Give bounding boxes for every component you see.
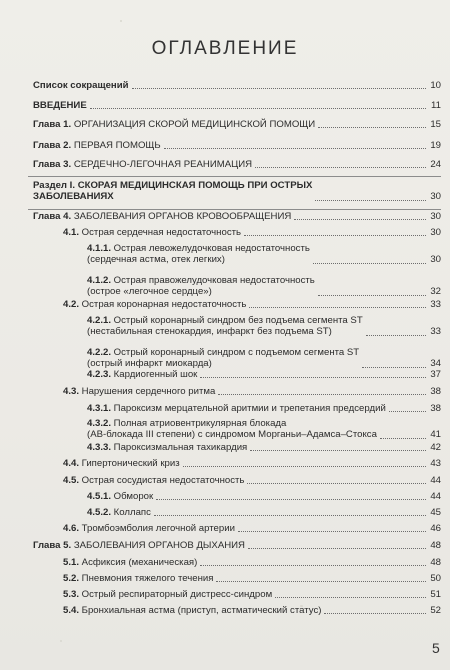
toc-entry-page: 44	[430, 491, 441, 502]
toc-entry-text	[87, 442, 247, 453]
toc-entry-line	[87, 507, 151, 518]
toc-entry-title: Острая коронарная недостаточность	[81, 299, 247, 310]
toc-entry-number: 5.2.	[63, 573, 82, 584]
dot-leader	[183, 466, 426, 467]
toc-entry-line	[33, 211, 291, 222]
toc-entry-title: Пароксизм мерцательной аритмии и трепетания предсердий	[113, 403, 386, 414]
dot-leader	[132, 88, 427, 89]
toc-entry-text	[33, 540, 245, 551]
toc-entry-page: 33	[430, 326, 441, 338]
section-divider-bottom	[28, 209, 441, 210]
toc-entry-text	[87, 275, 315, 298]
toc-entry-line	[87, 418, 377, 429]
toc-entry-line	[33, 100, 87, 111]
toc-entry	[33, 211, 441, 222]
toc-entry-page: 38	[430, 403, 441, 414]
toc-entry-number: Раздел I.	[33, 180, 78, 191]
toc-entry-page: 15	[430, 119, 441, 130]
toc-entry-title: ЗАБОЛЕВАНИЯ ОРГАНОВ КРОВООБРАЩЕНИЯ	[73, 211, 292, 222]
toc-entry-line	[87, 326, 363, 337]
toc-entry	[33, 540, 441, 551]
toc-entry-number: 4.1.2.	[87, 275, 114, 286]
toc-entry-line	[87, 275, 315, 286]
toc-entry-title: (острый инфаркт миокарда)	[87, 358, 212, 370]
toc-entry-line	[87, 286, 315, 297]
toc-entry-line	[63, 227, 241, 238]
toc-entry-title: Обморок	[113, 491, 154, 502]
toc-entry-page: 37	[430, 369, 441, 380]
dot-leader	[389, 411, 426, 412]
toc-entry-title: Острая сердечная недостаточность	[81, 227, 242, 238]
toc-entry-number: 4.2.2.	[87, 347, 114, 358]
dot-leader	[318, 295, 426, 296]
toc-entry-number: 4.6.	[63, 523, 82, 534]
toc-entry-page: 32	[430, 286, 441, 298]
dot-leader	[315, 200, 426, 201]
toc-entry-line	[33, 119, 315, 130]
toc-entry-number: 5.4.	[63, 605, 82, 616]
toc-entry-text	[87, 507, 151, 518]
toc-entry-page: 48	[430, 557, 441, 568]
dot-leader	[250, 450, 426, 451]
toc-entry-title: (острое «легочное сердце»)	[87, 286, 212, 298]
dot-leader	[216, 581, 426, 582]
toc-entry-text	[63, 475, 244, 486]
toc-entry-title: СКОРАЯ МЕДИЦИНСКАЯ ПОМОЩЬ ПРИ ОСТРЫХ	[77, 180, 313, 191]
dot-leader	[294, 219, 426, 220]
toc-entry-text	[33, 180, 312, 203]
toc-entry-line	[33, 159, 252, 170]
toc-entry	[33, 140, 441, 151]
toc-entry-number: 4.3.	[63, 386, 82, 397]
toc-entry-page: 44	[430, 475, 441, 486]
toc-entry-title: СЕРДЕЧНО-ЛЕГОЧНАЯ РЕАНИМАЦИЯ	[73, 159, 253, 170]
toc-entry-page: 52	[430, 605, 441, 616]
toc-entry	[87, 275, 441, 298]
toc-entry-page: 10	[430, 80, 441, 91]
dot-leader	[247, 483, 426, 484]
toc-entry-page: 19	[430, 140, 441, 151]
toc-entry-page: 33	[430, 299, 441, 310]
toc-entry-line	[33, 191, 312, 202]
dot-leader	[154, 515, 426, 516]
dot-leader	[218, 394, 426, 395]
toc-entry-title: ОРГАНИЗАЦИЯ СКОРОЙ МЕДИЦИНСКОЙ ПОМОЩИ	[73, 119, 316, 130]
toc-entry-title: (сердечная астма, отек легких)	[87, 254, 225, 266]
dot-leader	[324, 613, 426, 614]
dot-leader	[318, 127, 426, 128]
toc-entry-page: 41	[430, 429, 441, 441]
toc-entry	[87, 369, 441, 380]
toc-entry	[63, 386, 441, 397]
toc-entry-number: 4.2.	[63, 299, 82, 310]
toc-entry-text	[87, 403, 386, 414]
toc-entry	[87, 442, 441, 453]
toc-entry-number: 4.3.3.	[87, 442, 114, 453]
dot-leader	[313, 263, 426, 264]
toc-entry-number: 4.5.2.	[87, 507, 114, 518]
dot-leader	[200, 565, 426, 566]
dot-leader	[248, 548, 426, 549]
toc-entry-line	[63, 605, 321, 616]
toc-entry-page: 30	[430, 191, 441, 203]
dot-leader	[90, 108, 426, 109]
toc-entry-text	[87, 491, 153, 502]
toc-entry-line	[87, 442, 247, 453]
toc-entry-title: Бронхиальная астма (приступ, астматический статус)	[81, 605, 322, 616]
toc-entry	[33, 80, 441, 91]
toc-entry-line	[87, 369, 197, 380]
toc-entry-line	[63, 299, 246, 310]
toc-entry-line	[63, 573, 213, 584]
toc-entry-text	[33, 159, 252, 170]
toc-entry	[63, 573, 441, 584]
toc-entry-line	[33, 540, 245, 551]
toc-entry-line	[87, 491, 153, 502]
toc-entry	[63, 523, 441, 534]
toc-entry-text	[33, 211, 291, 222]
toc-entry-number: 5.3.	[63, 589, 82, 600]
toc-entry-title: Список сокращений	[33, 80, 129, 91]
dot-leader	[249, 307, 426, 308]
toc-entry	[33, 119, 441, 130]
toc-entry	[33, 180, 441, 203]
toc-entry-line	[87, 429, 377, 440]
toc-entry-number: 5.1.	[63, 557, 82, 568]
toc-entry-page: 48	[430, 540, 441, 551]
page-title: ОГЛАВЛЕНИЕ	[151, 38, 299, 59]
toc-entry-title: ПЕРВАЯ ПОМОЩЬ	[73, 140, 161, 151]
toc-entry-text	[63, 227, 241, 238]
toc-entry-title: Кардиогенный шок	[113, 369, 198, 380]
toc-entry-title: Гипертонический криз	[81, 458, 180, 469]
toc-entry-line	[87, 254, 310, 265]
toc-entry-title: Острый коронарный синдром без подъема сегмента ST	[113, 315, 363, 326]
toc-entry-page: 34	[430, 358, 441, 370]
toc-entry-text	[87, 369, 197, 380]
dot-leader	[366, 335, 426, 336]
toc-entry-number: 4.1.	[63, 227, 82, 238]
toc-entry	[33, 159, 441, 170]
toc-entry-line	[87, 347, 359, 358]
toc-entry-text	[63, 605, 321, 616]
toc-entry-number: 4.3.1.	[87, 403, 114, 414]
toc-entry	[63, 605, 441, 616]
toc-entry	[87, 315, 441, 338]
toc-entry-line	[33, 180, 312, 191]
toc-entry	[63, 475, 441, 486]
toc-entry-text	[63, 557, 197, 568]
toc-entry	[63, 299, 441, 310]
toc-entry-page: 51	[430, 589, 441, 600]
section-divider-top	[28, 176, 441, 177]
toc-entry-page: 30	[430, 227, 441, 238]
toc-entry-title: Тромбоэмболия легочной артерии	[81, 523, 235, 534]
toc-entry-page: 24	[430, 159, 441, 170]
toc-entry-line	[33, 80, 129, 91]
toc-entry-text	[33, 119, 315, 130]
toc-entry-number: 4.4.	[63, 458, 82, 469]
toc-entry-title: Нарушения сердечного ритма	[81, 386, 216, 397]
toc-entry-text	[63, 523, 235, 534]
toc-entry-line	[63, 458, 180, 469]
toc-entry-line	[63, 589, 272, 600]
toc-entry-line	[63, 557, 197, 568]
toc-entry-number: Глава 1.	[33, 119, 74, 130]
toc-entry-text	[63, 386, 215, 397]
toc-entry-title: Острая правожелудочковая недостаточность	[113, 275, 315, 286]
toc-entry-title: Асфиксия (механическая)	[81, 557, 198, 568]
toc-entry	[33, 100, 441, 111]
toc-entry-title: Острый коронарный синдром с подъемом сегмента ST	[113, 347, 360, 358]
toc-entry-title: Острая левожелудочковая недостаточность	[113, 243, 310, 254]
dot-leader	[238, 531, 426, 532]
dot-leader	[255, 167, 426, 168]
dot-leader	[380, 438, 426, 439]
toc-entry-text	[87, 418, 377, 441]
toc-entry-title: Пневмония тяжелого течения	[81, 573, 214, 584]
toc-entry-text	[63, 573, 213, 584]
toc-entry	[63, 227, 441, 238]
toc-entry-text	[63, 299, 246, 310]
toc-entry	[87, 243, 441, 266]
toc-entry-text	[63, 458, 180, 469]
toc-entry-number: 4.5.1.	[87, 491, 114, 502]
toc-entry-number: 4.2.3.	[87, 369, 114, 380]
toc-entry-text	[63, 589, 272, 600]
dot-leader	[164, 148, 426, 149]
toc-entry	[87, 491, 441, 502]
toc-entry	[87, 418, 441, 441]
toc-entry-title: (АВ-блокада III степени) с синдромом Морганьи–Адамса–Стокса	[87, 429, 377, 441]
toc-entry-page: 43	[430, 458, 441, 469]
page-number: 5	[432, 640, 440, 656]
toc-entry-title: Острый респираторный дистресс-синдром	[81, 589, 273, 600]
toc-entry-title: ЗАБОЛЕВАНИЯ ОРГАНОВ ДЫХАНИЯ	[73, 540, 245, 551]
toc-entry-number: Глава 2.	[33, 140, 74, 151]
toc-entry-number: 4.1.1.	[87, 243, 114, 254]
toc-entry-title: ЗАБОЛЕВАНИЯХ	[33, 191, 114, 203]
toc-entry-number: Глава 4.	[33, 211, 74, 222]
dot-leader	[275, 597, 426, 598]
toc-entry	[87, 403, 441, 414]
toc-entry-line	[63, 475, 244, 486]
toc-entry-page: 50	[430, 573, 441, 584]
toc-entry-page: 46	[430, 523, 441, 534]
toc-entry-number: Глава 3.	[33, 159, 74, 170]
toc-entry-number: 4.3.2.	[87, 418, 114, 429]
toc-entry-line	[63, 523, 235, 534]
toc-entry-text	[33, 80, 129, 91]
dot-leader	[244, 235, 426, 236]
toc-entry-page: 45	[430, 507, 441, 518]
toc-entry-page: 38	[430, 386, 441, 397]
toc-entry-page: 11	[431, 100, 441, 111]
toc-entry-text	[87, 315, 363, 338]
toc-entry-line	[87, 403, 386, 414]
toc-entry-text	[87, 243, 310, 266]
toc-entry-line	[63, 386, 215, 397]
toc-entry	[87, 507, 441, 518]
toc-entry-title: (нестабильная стенокардия, инфаркт без подъема ST)	[87, 326, 332, 338]
toc-entry-title: ВВЕДЕНИЕ	[33, 100, 87, 111]
toc-entry-title: Острая сосудистая недостаточность	[81, 475, 245, 486]
toc-entry	[63, 458, 441, 469]
dot-leader	[362, 367, 426, 368]
toc-entry-title: Пароксизмальная тахикардия	[113, 442, 248, 453]
toc-entry-number: Глава 5.	[33, 540, 74, 551]
toc-entry-title: Коллапс	[113, 507, 151, 518]
toc-entry-number: 4.2.1.	[87, 315, 114, 326]
toc-entry-number: 4.5.	[63, 475, 82, 486]
toc-entry-title: Полная атриовентрикулярная блокада	[113, 418, 287, 429]
toc-entry-line	[87, 243, 310, 254]
toc-entry-text	[87, 347, 359, 370]
toc-entry-page: 30	[430, 211, 441, 222]
toc-entry-text	[33, 100, 87, 111]
toc-entry-line	[33, 140, 161, 151]
toc-entry-page: 42	[430, 442, 441, 453]
toc-entry	[87, 347, 441, 370]
toc-entry-text	[33, 140, 161, 151]
toc-entry	[63, 589, 441, 600]
toc-entry-line	[87, 315, 363, 326]
toc-entry	[63, 557, 441, 568]
dot-leader	[200, 377, 426, 378]
dot-leader	[156, 499, 426, 500]
toc-entry-page: 30	[430, 254, 441, 266]
